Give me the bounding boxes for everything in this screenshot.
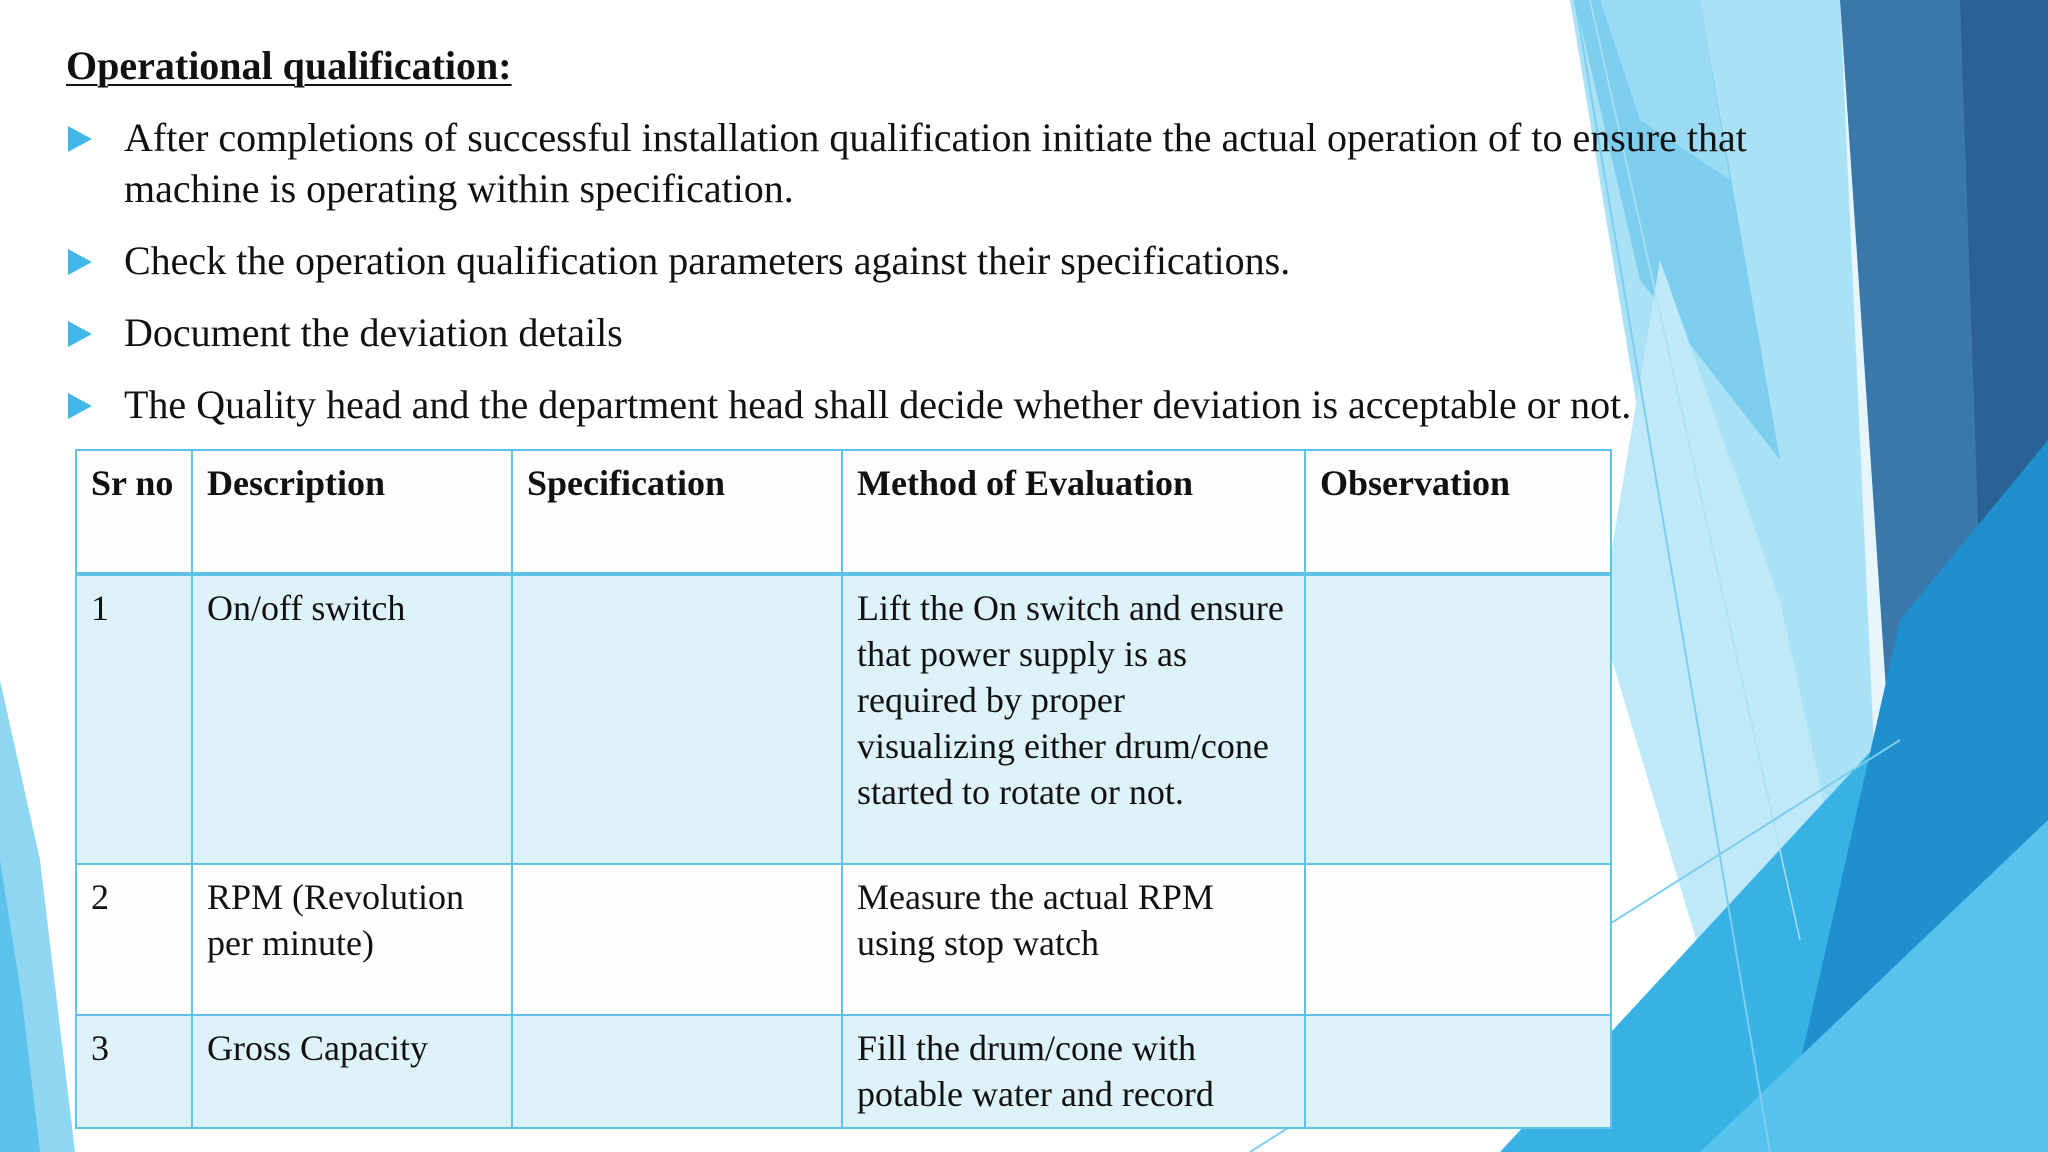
table-row — [76, 574, 1611, 864]
cell-method: Fill the drum/cone with potable water and record — [842, 1015, 1305, 1128]
triangle-bullet-icon — [68, 393, 92, 419]
operational-qualification-table — [75, 449, 1612, 1129]
triangle-bullet-icon — [68, 321, 92, 347]
cell-specification — [512, 864, 842, 1015]
cell-observation — [1305, 574, 1611, 864]
header-method-of-evaluation: Method of Evaluation — [842, 450, 1305, 574]
cell-specification — [512, 574, 842, 864]
cell-method: Measure the actual RPM using stop watch — [842, 864, 1305, 1015]
table-row — [76, 864, 1611, 1015]
bullet-list — [66, 112, 1806, 451]
table-header-row — [76, 450, 1611, 574]
bullet-item — [66, 307, 1806, 358]
table-row — [76, 1015, 1611, 1128]
bullet-item — [66, 379, 1806, 430]
triangle-bullet-icon — [68, 126, 92, 152]
cell-sr-no: 2 — [76, 864, 192, 1015]
cell-sr-no: 3 — [76, 1015, 192, 1128]
cell-method: Lift the On switch and ensure that power supply is as required by proper visualizing either drum/cone started to rotate or not. — [842, 574, 1305, 864]
bullet-text: After completions of successful installation qualification initiate the actual operation of to ensure that machine is operating within specification. — [124, 115, 1747, 211]
bullet-item — [66, 235, 1806, 286]
bullet-text: Check the operation qualification parameters against their specifications. — [124, 238, 1291, 283]
cell-description: RPM (Revolution per minute) — [192, 864, 512, 1015]
header-sr-no: Sr no — [76, 450, 192, 574]
header-description: Description — [192, 450, 512, 574]
triangle-bullet-icon — [68, 249, 92, 275]
bullet-text: Document the deviation details — [124, 310, 623, 355]
bullet-item — [66, 112, 1806, 214]
cell-sr-no: 1 — [76, 574, 192, 864]
cell-description: On/off switch — [192, 574, 512, 864]
cell-observation — [1305, 1015, 1611, 1128]
bullet-text: The Quality head and the department head shall decide whether deviation is acceptable or not. — [124, 382, 1632, 427]
cell-description: Gross Capacity — [192, 1015, 512, 1128]
header-observation: Observation — [1305, 450, 1611, 574]
cell-specification — [512, 1015, 842, 1128]
cell-observation — [1305, 864, 1611, 1015]
slide-title: Operational qualification: — [66, 43, 512, 88]
header-specification: Specification — [512, 450, 842, 574]
left-edge-shape — [0, 680, 75, 1152]
